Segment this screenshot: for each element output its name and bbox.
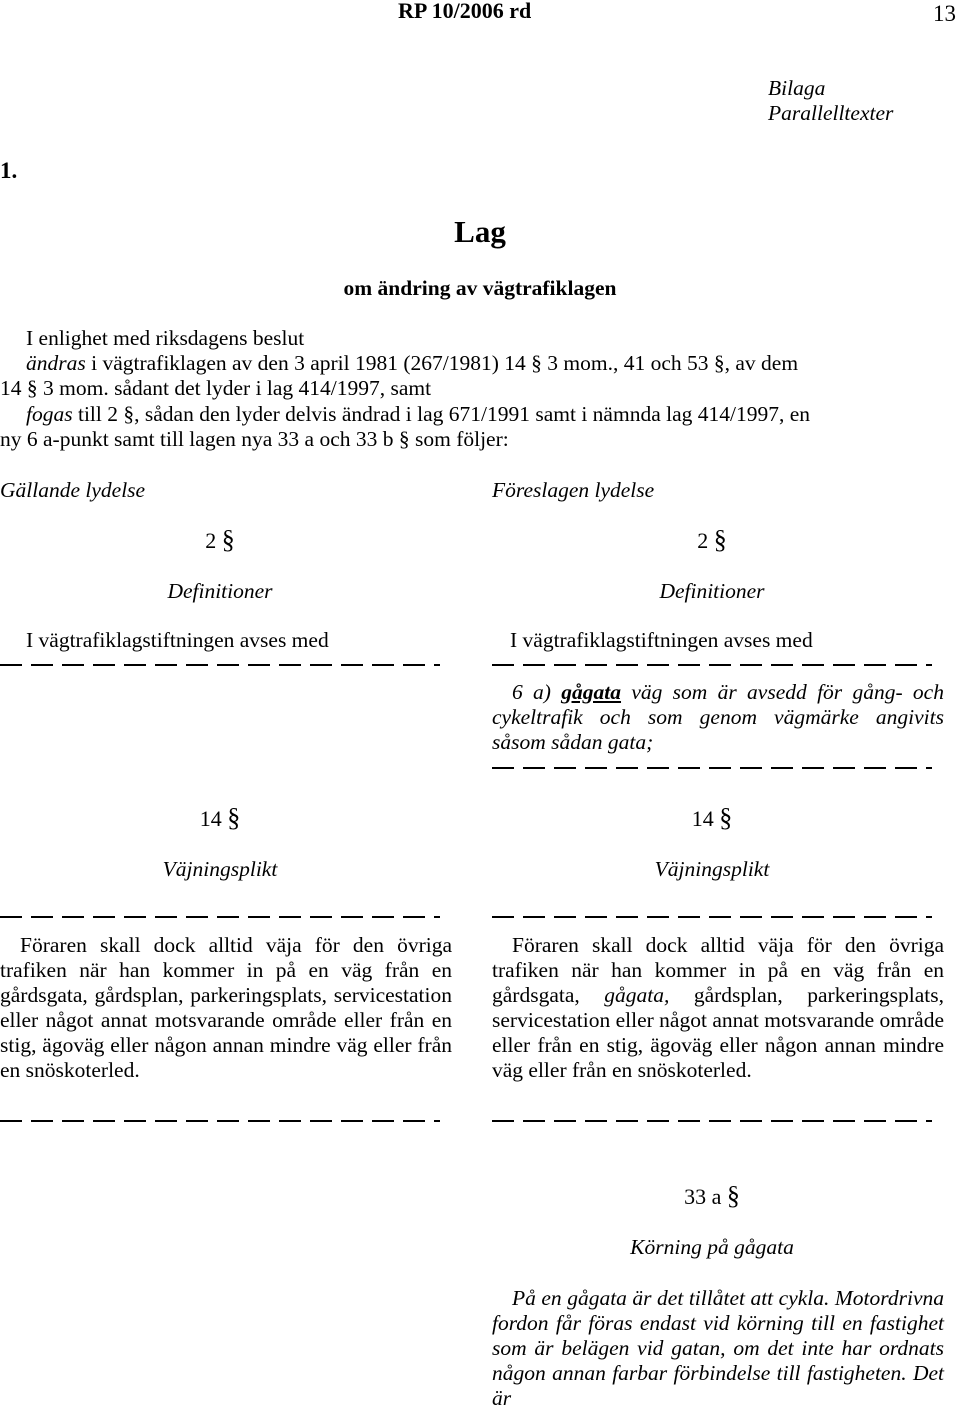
intro-line: ny 6 a-punkt samt till lagen nya 33 a och 33 b § som följer:: [0, 427, 509, 451]
omission-dashes: [0, 1120, 440, 1122]
column-heading-current: Gällande lydelse: [0, 478, 146, 502]
section-2-heading-right: Definitioner: [659, 579, 765, 603]
section-14-heading-left: Väjningsplikt: [162, 857, 278, 881]
appendix-label: Bilaga: [768, 76, 826, 100]
omission-dashes: [492, 664, 932, 666]
law-subtitle: om ändring av vägtrafiklagen: [343, 276, 617, 300]
section-14-heading-right: Väjningsplikt: [654, 857, 770, 881]
section-2-new-point: 6 a) gågata väg som är avsedd för gång- och cykeltrafik och som genom vägmärke angivits såsom sådan gata;: [492, 680, 944, 754]
section-33a-number: 33 a §: [684, 1181, 740, 1210]
omission-dashes: [0, 664, 440, 666]
column-heading-proposed: Föreslagen lydelse: [492, 478, 655, 502]
intro-line: I enlighet med riksdagens beslut: [26, 326, 305, 350]
running-header: RP 10/2006 rd: [398, 0, 532, 23]
omission-dashes: [0, 916, 440, 918]
intro-line: 14 § 3 mom. sådant det lyder i lag 414/1997, samt: [0, 376, 432, 400]
intro-line: ändras i vägtrafiklagen av den 3 april 1981 (267/1981) 14 § 3 mom., 41 och 53 §, av dem: [26, 351, 799, 375]
intro-line: fogas till 2 §, sådan den lyder delvis ändrad i lag 671/1991 samt i nämnda lag 414/1997, en: [26, 402, 811, 426]
section-33a-heading: Körning på gågata: [630, 1235, 794, 1259]
law-number: 1.: [0, 158, 18, 183]
section-33a-text: På en gågata är det tillåtet att cykla. Motordrivna fordon får föras endast vid körning till en fastighet som är belägen vid gatan, om det inte har ordnats någon annan farbar förbindelse till fastigheten. Det är: [492, 1286, 944, 1410]
section-14-number-right: 14 §: [691, 803, 733, 832]
page-number: 13: [933, 1, 956, 26]
omission-dashes: [492, 916, 932, 918]
section-14-text-current: Föraren skall dock alltid väja för den övriga trafiken när han kommer in på en väg från en gårdsgata, gårdsplan, parkeringsplats, servicestation eller något annat motsvarande område eller från en stig, ägoväg eller någon annan mindre väg eller från en snöskoterled.: [0, 933, 452, 1082]
section-2-heading-left: Definitioner: [167, 579, 273, 603]
law-title: Lag: [454, 214, 506, 249]
appendix-sublabel: Parallelltexter: [768, 101, 894, 125]
section-14-text-proposed: Föraren skall dock alltid väja för den övriga trafiken när han kommer in på en väg från en gårdsgata, gågata, gårdsplan, parkeringsplats, servicestation eller något annat motsvarande område eller från en stig, ägoväg eller någon annan mindre väg eller från en snöskoterled.: [492, 933, 944, 1082]
omission-dashes: [492, 1120, 932, 1122]
section-2-number-right: 2 §: [697, 525, 727, 554]
section-2-lead-left: I vägtrafiklagstiftningen avses med: [26, 628, 329, 652]
section-14-number-left: 14 §: [199, 803, 241, 832]
section-2-number-left: 2 §: [205, 525, 235, 554]
section-2-lead-right: I vägtrafiklagstiftningen avses med: [510, 628, 813, 652]
omission-dashes: [492, 767, 932, 769]
